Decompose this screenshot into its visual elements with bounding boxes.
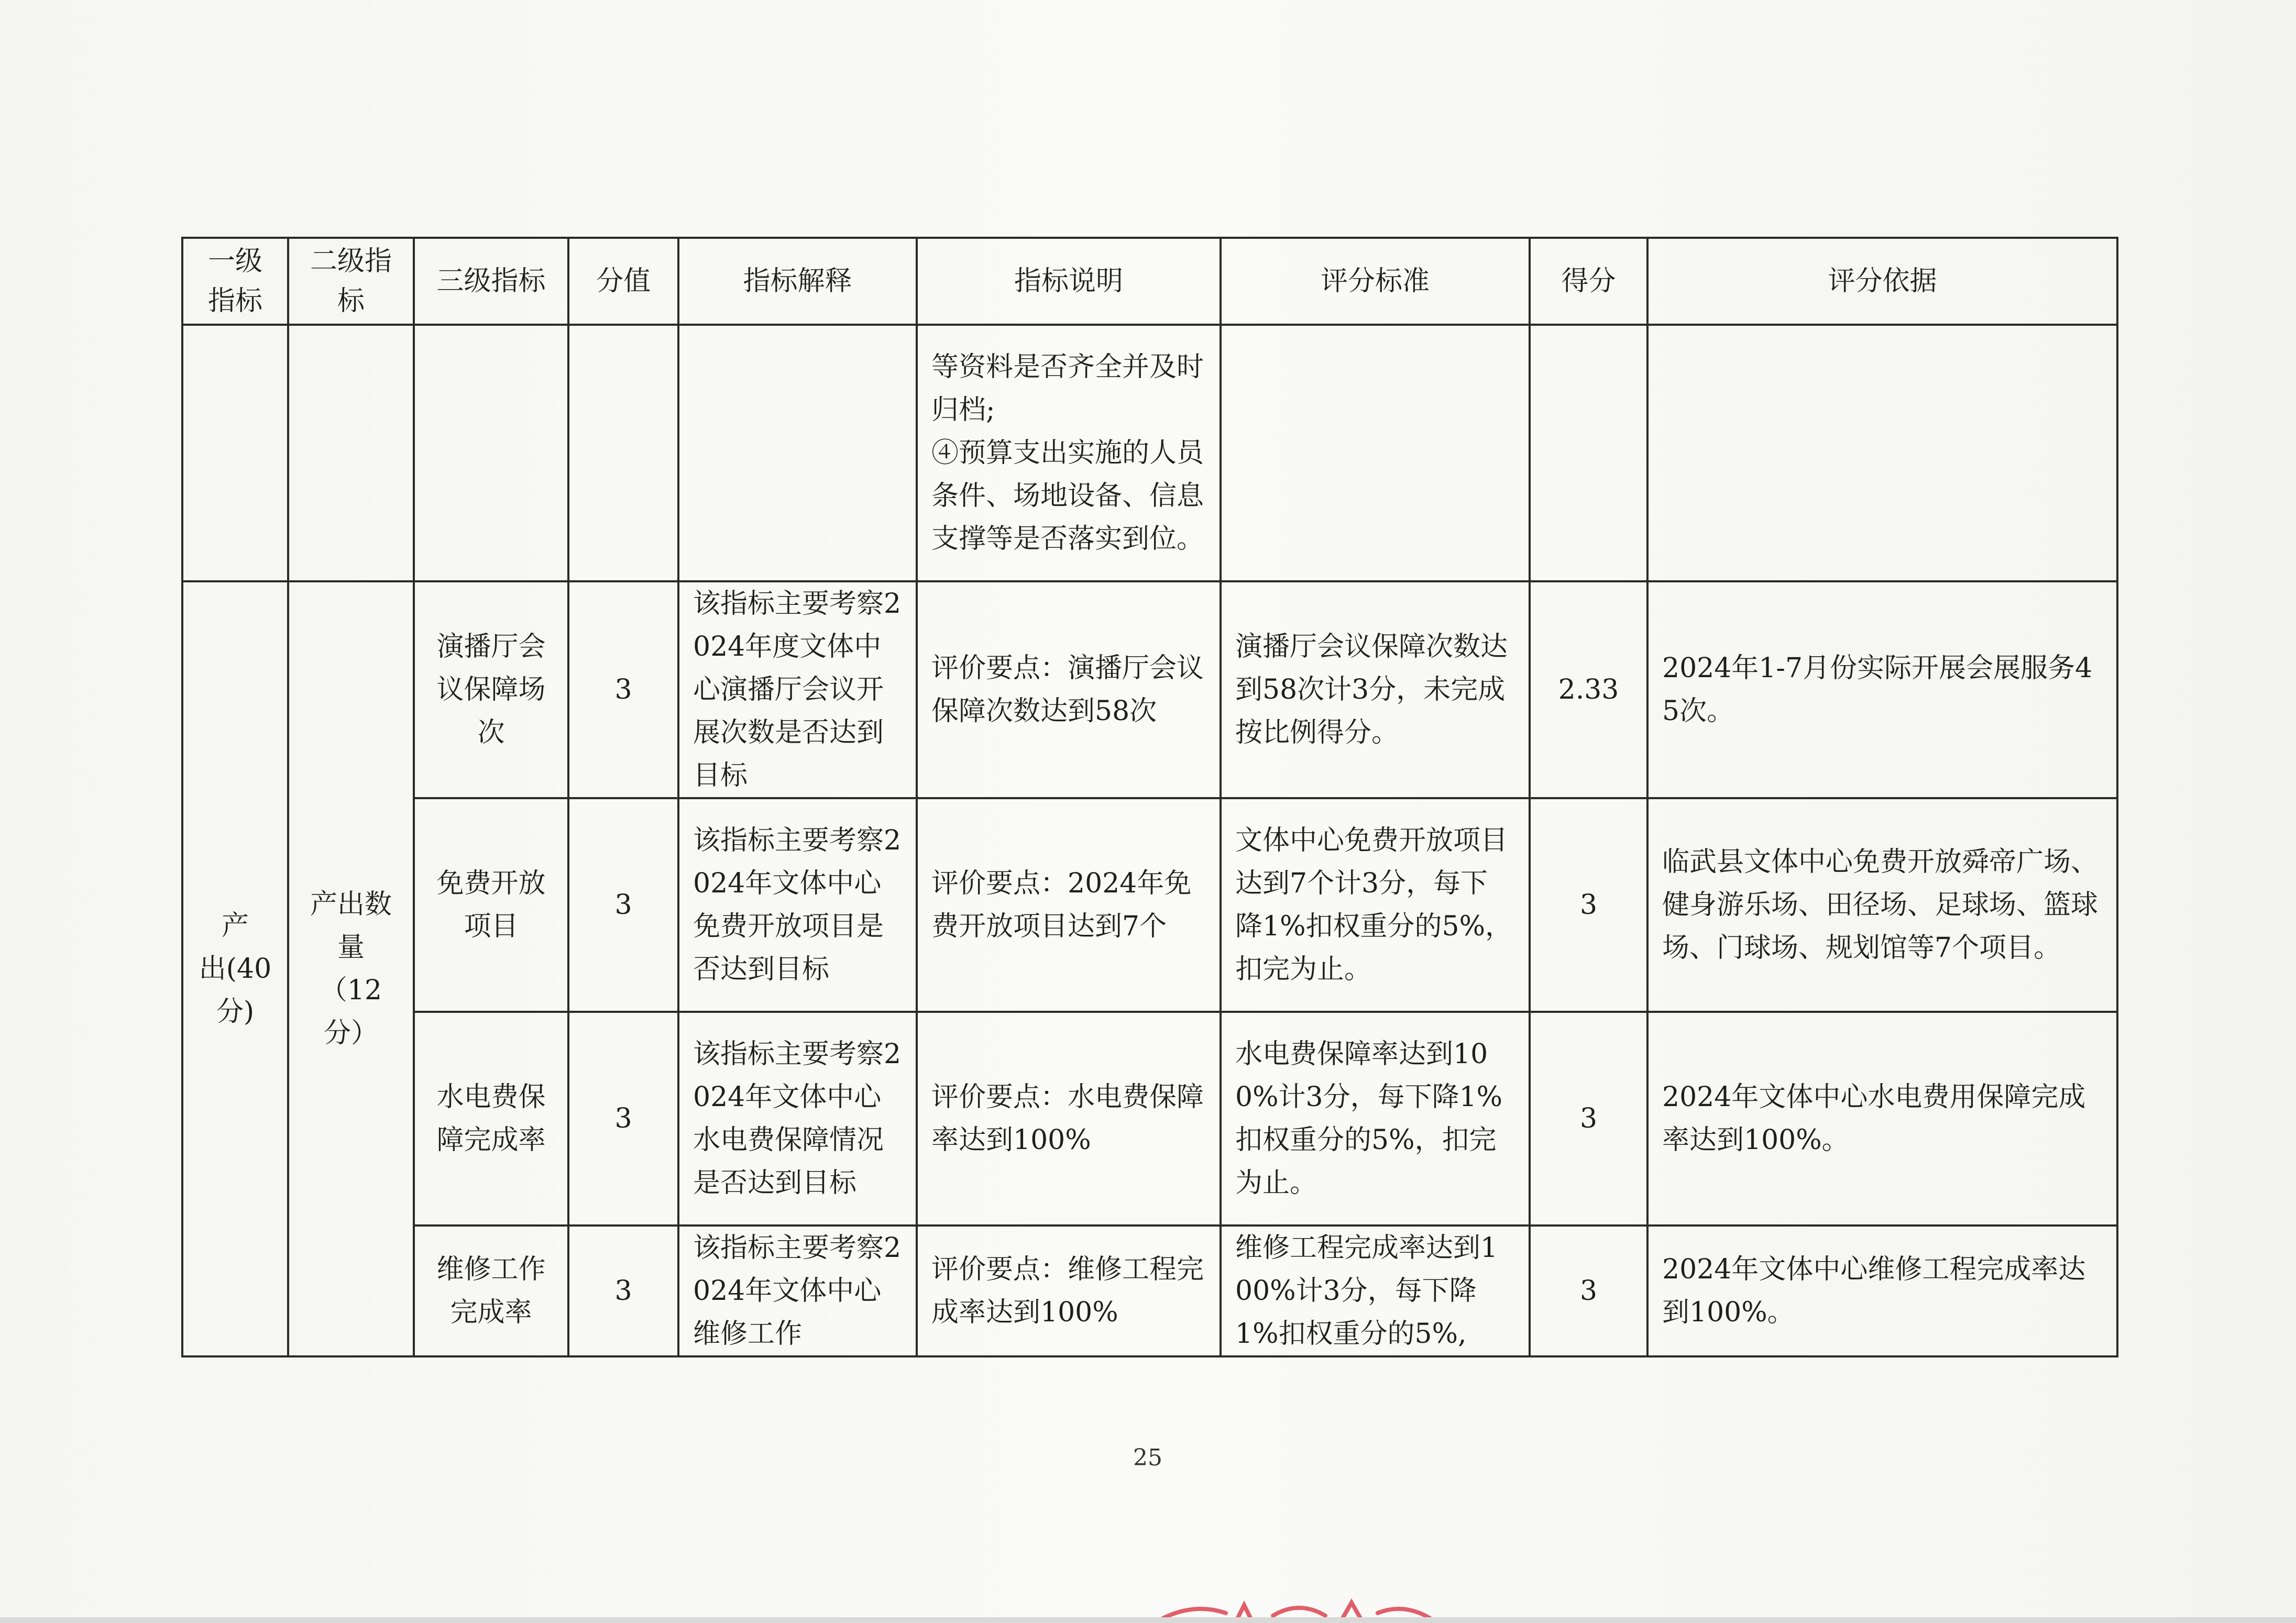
description-cell: 评价要点：水电费保障率达到100%: [917, 1012, 1221, 1225]
score-cell: 3: [1530, 1012, 1647, 1225]
explanation-cell: 该指标主要考察2024年文体中心免费开放项目是否达到目标: [678, 798, 917, 1012]
description-cell: 评价要点：演播厅会议保障次数达到58次: [917, 581, 1221, 798]
evaluation-table: [181, 237, 2118, 1357]
basis-cell: 临武县文体中心免费开放舜帝广场、健身游乐场、田径场、足球场、篮球场、门球场、规划馆等7个项目。: [1647, 798, 2117, 1012]
cell-empty: [1221, 325, 1530, 581]
cell-empty: [1530, 325, 1647, 581]
scan-edge: [0, 1617, 2296, 1623]
score-value-cell: 3: [568, 1012, 678, 1225]
page-number: 25: [1133, 1444, 1162, 1471]
indicator-cell: 免费开放 项目: [414, 798, 568, 1012]
description-cell: 评价要点：维修工程完成率达到100%: [917, 1225, 1221, 1356]
explanation-cell: 该指标主要考察2024年度文体中心演播厅会议开展次数是否达到目标: [678, 581, 917, 798]
score-value-cell: 3: [568, 1225, 678, 1356]
header-level1: 一级 指标: [182, 238, 288, 325]
header-basis: 评分依据: [1647, 238, 2117, 325]
score-cell: 2.33: [1530, 581, 1647, 798]
indicator-cell: 演播厅会 议保障场 次: [414, 581, 568, 798]
header-standard: 评分标准: [1221, 238, 1530, 325]
description-cell: 评价要点：2024年免费开放项目达到7个: [917, 798, 1221, 1012]
basis-cell: 2024年文体中心水电费用保障完成率达到100%。: [1647, 1012, 2117, 1225]
table-row: [182, 581, 2117, 798]
indicator-cell: 维修工作 完成率: [414, 1225, 568, 1356]
table-row: [182, 798, 2117, 1012]
standard-cell: 演播厅会议保障次数达到58次计3分，未完成按比例得分。: [1221, 581, 1530, 798]
header-score-value: 分值: [568, 238, 678, 325]
table-row: [182, 1225, 2117, 1356]
basis-cell: 2024年文体中心维修工程完成率达到100%。: [1647, 1225, 2117, 1356]
continued-description: 等资料是否齐全并及时归档; ④预算支出实施的人员条件、场地设备、信息支撑等是否落实到位。: [917, 325, 1221, 581]
level2-cell: 产出数 量 （12 分）: [288, 581, 414, 1356]
standard-cell: 文体中心免费开放项目达到7个计3分，每下降1%扣权重分的5%，扣完为止。: [1221, 798, 1530, 1012]
standard-cell: 水电费保障率达到100%计3分，每下降1%扣权重分的5%，扣完为止。: [1221, 1012, 1530, 1225]
header-description: 指标说明: [917, 238, 1221, 325]
header-explanation: 指标解释: [678, 238, 917, 325]
header-level3: 三级指标: [414, 238, 568, 325]
indicator-cell: 水电费保 障完成率: [414, 1012, 568, 1225]
basis-cell: 2024年1-7月份实际开展会展服务45次。: [1647, 581, 2117, 798]
cell-empty: [568, 325, 678, 581]
cell-empty: [182, 325, 288, 581]
cell-empty: [678, 325, 917, 581]
score-value-cell: 3: [568, 581, 678, 798]
cell-empty: [1647, 325, 2117, 581]
header-row: [182, 238, 2117, 325]
cell-empty: [288, 325, 414, 581]
level1-cell: 产 出(40 分): [182, 581, 288, 1356]
explanation-cell: 该指标主要考察2024年文体中心维修工作: [678, 1225, 917, 1356]
score-cell: 3: [1530, 798, 1647, 1012]
score-value-cell: 3: [568, 798, 678, 1012]
table-row-continued: [182, 325, 2117, 581]
cell-empty: [414, 325, 568, 581]
explanation-cell: 该指标主要考察2024年文体中心水电费保障情况是否达到目标: [678, 1012, 917, 1225]
score-cell: 3: [1530, 1225, 1647, 1356]
standard-cell: 维修工程完成率达到100%计3分，每下降1%扣权重分的5%,: [1221, 1225, 1530, 1356]
table-row: [182, 1012, 2117, 1225]
header-level2: 二级指 标: [288, 238, 414, 325]
header-score: 得分: [1530, 238, 1647, 325]
